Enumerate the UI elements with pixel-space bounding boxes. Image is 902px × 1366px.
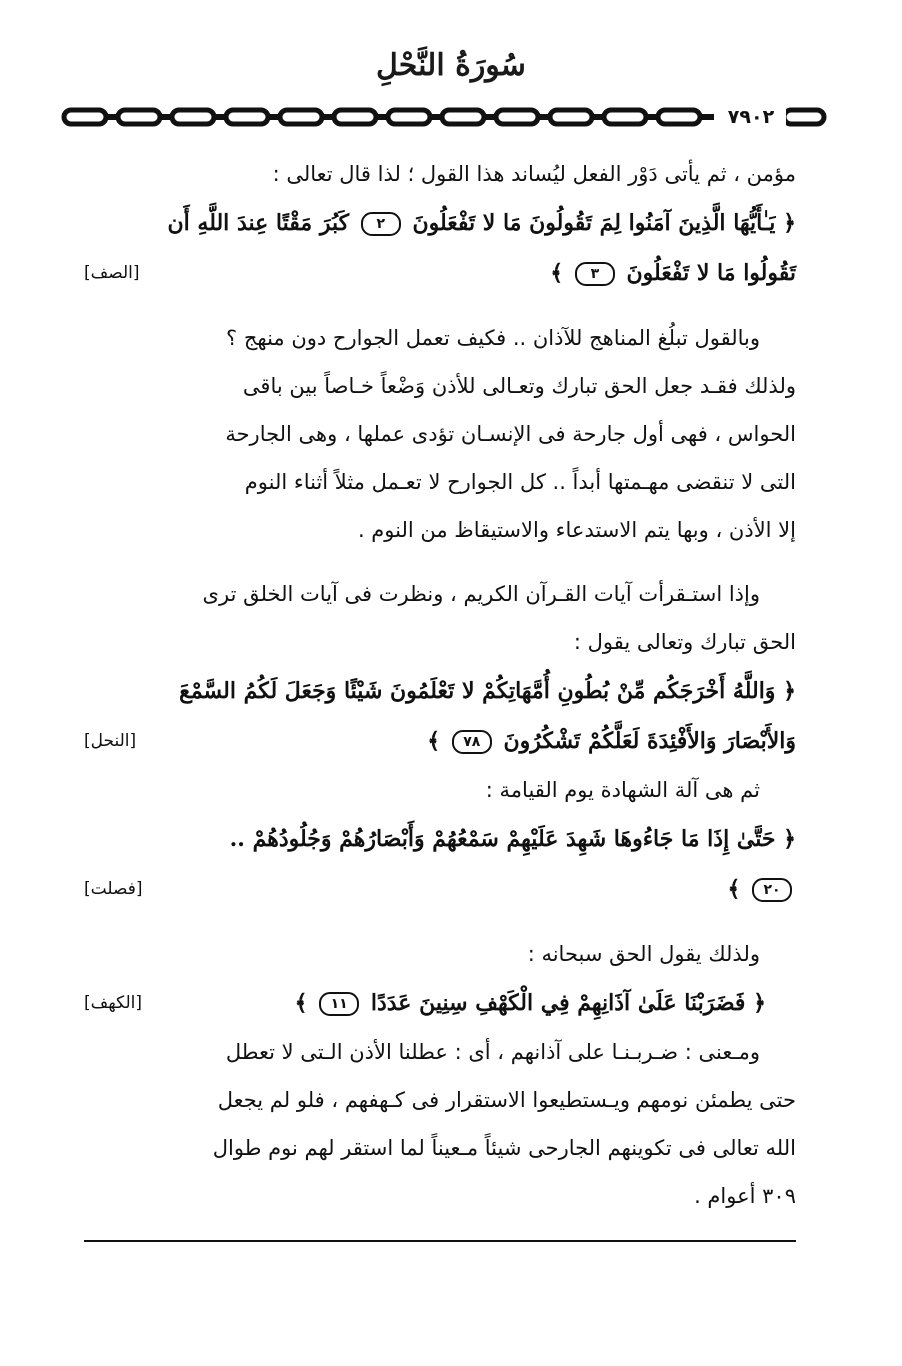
ornate-close-bracket: ﴾	[427, 728, 441, 754]
verse-text: وَالأَبْصَارَ وَالأَفْئِدَةَ لَعَلَّكُمْ تَشْكُرُونَ	[503, 728, 796, 754]
ornate-close-bracket: ﴾	[294, 990, 308, 1016]
ornate-close-bracket: ﴾	[727, 876, 741, 902]
quran-verse-nahl-line2	[84, 716, 796, 766]
paragraph-line: حتى يطمئن نومهم ويـستطيعوا الاستقرار فى كـهفهم ، فلو لم يجعل	[217, 1088, 796, 1112]
surah-title: سُورَةُ النَّحْلِ	[376, 48, 526, 83]
verse-number-badge: ٢	[361, 212, 401, 236]
page-body	[84, 150, 796, 1220]
surah-reference: [الصف]	[84, 263, 140, 283]
quran-verse-saff-line2	[84, 248, 796, 298]
quran-verse-kahf	[84, 978, 796, 1028]
paragraph-line: الله تعالى فى تكوينهم الجارحى شيئاً مـعيناً لما استقر لهم نوم طوال	[212, 1136, 796, 1160]
quran-verse-nahl-line1	[84, 666, 796, 716]
ornate-open-bracket: ﴿	[753, 990, 766, 1016]
verse-number-badge: ٢٠	[752, 878, 792, 902]
surah-reference: [النحل]	[84, 731, 137, 751]
verse-number-badge: ١١	[319, 992, 359, 1016]
ornamental-header-band	[60, 100, 830, 134]
paragraph-line: الحواس ، فهى أول جارحة فى الإنسـان تؤدى عملها ، وهى الجارحة	[225, 422, 796, 446]
quran-verse-fussilat-line2	[84, 864, 796, 914]
paragraph-line: ولذلك فقـد جعل الحق تبارك وتعـالى للأذن وَضْعاً خـاصاً بين باقى	[242, 374, 796, 398]
verse-text: وَاللَّهُ أَخْرَجَكُم مِّنْ بُطُونِ أُمَّهَاتِكُمْ لا تَعْلَمُونَ شَيْئًا وَجَعَلَ لَكُمُ السَّمْعَ	[179, 678, 776, 704]
ornate-open-bracket: ﴿	[783, 678, 796, 704]
verse-text: يَـٰأَيُّهَا الَّذِينَ آمَنُوا لِمَ تَقُولُونَ مَا لا تَفْعَلُونَ	[412, 210, 776, 236]
verse-number-badge: ٧٨	[452, 730, 492, 754]
verse-text: فَضَرَبْنَا عَلَىٰ آذَانِهِمْ فِي الْكَهْفِ سِنِينَ عَدَدًا	[370, 990, 746, 1016]
paragraph-line: وإذا استـقرأت آيات القـرآن الكريم ، ونظرت فى آيات الخلق ترى	[202, 582, 760, 606]
surah-reference: [الكهف]	[84, 993, 142, 1013]
ornate-open-bracket: ﴿	[783, 826, 796, 852]
paragraph-line: وبالقول تبلُغ المناهج للآذان .. فكيف تعمل الجوارح دون منهج ؟	[226, 326, 760, 350]
ornate-open-bracket: ﴿	[783, 210, 796, 236]
paragraph-line: ومـعنى : ضـربـنـا على آذانهم ، أى : عطلنا الأذن الـتى لا تعطل	[225, 1040, 760, 1064]
paragraph-line: ٣٠٩ أعوام .	[694, 1184, 796, 1208]
paragraph-line: الحق تبارك وتعالى يقول :	[573, 630, 796, 654]
footer-rule	[84, 1240, 796, 1242]
quran-verse-fussilat-line1	[84, 814, 796, 864]
verse-number-badge: ٣	[575, 262, 615, 286]
paragraph-line: التى لا تنقضى مهـمتها أبداً .. كل الجوارح لا تعـمل مثلاً أثناء النوم	[244, 470, 796, 494]
verse-text: تَقُولُوا مَا لا تَفْعَلُونَ	[626, 260, 796, 286]
surah-reference: [فصلت]	[84, 879, 143, 899]
paragraph-intro: مؤمن ، ثم يأتى دَوْر الفعل ليُساند هذا القول ؛ لذا قال تعالى :	[272, 162, 796, 186]
verse-text: حَتَّىٰ إِذَا مَا جَاءُوهَا شَهِدَ عَلَيْهِمْ سَمْعُهُمْ وَأَبْصَارُهُمْ وَجُلُودُهُمْ ..	[229, 826, 776, 852]
page-number: ٧٩٠٢	[716, 100, 786, 134]
paragraph-line: ولذلك يقول الحق سبحانه :	[527, 942, 760, 966]
ornate-close-bracket: ﴾	[550, 260, 564, 286]
paragraph-line: ثم هى آلة الشهادة يوم القيامة :	[485, 778, 760, 802]
quran-verse-saff-line1	[84, 198, 796, 248]
paragraph-line: إلا الأذن ، وبها يتم الاستدعاء والاستيقاظ من النوم .	[357, 518, 796, 542]
verse-text: كَبُرَ مَقْتًا عِندَ اللَّهِ أَن	[167, 210, 350, 236]
